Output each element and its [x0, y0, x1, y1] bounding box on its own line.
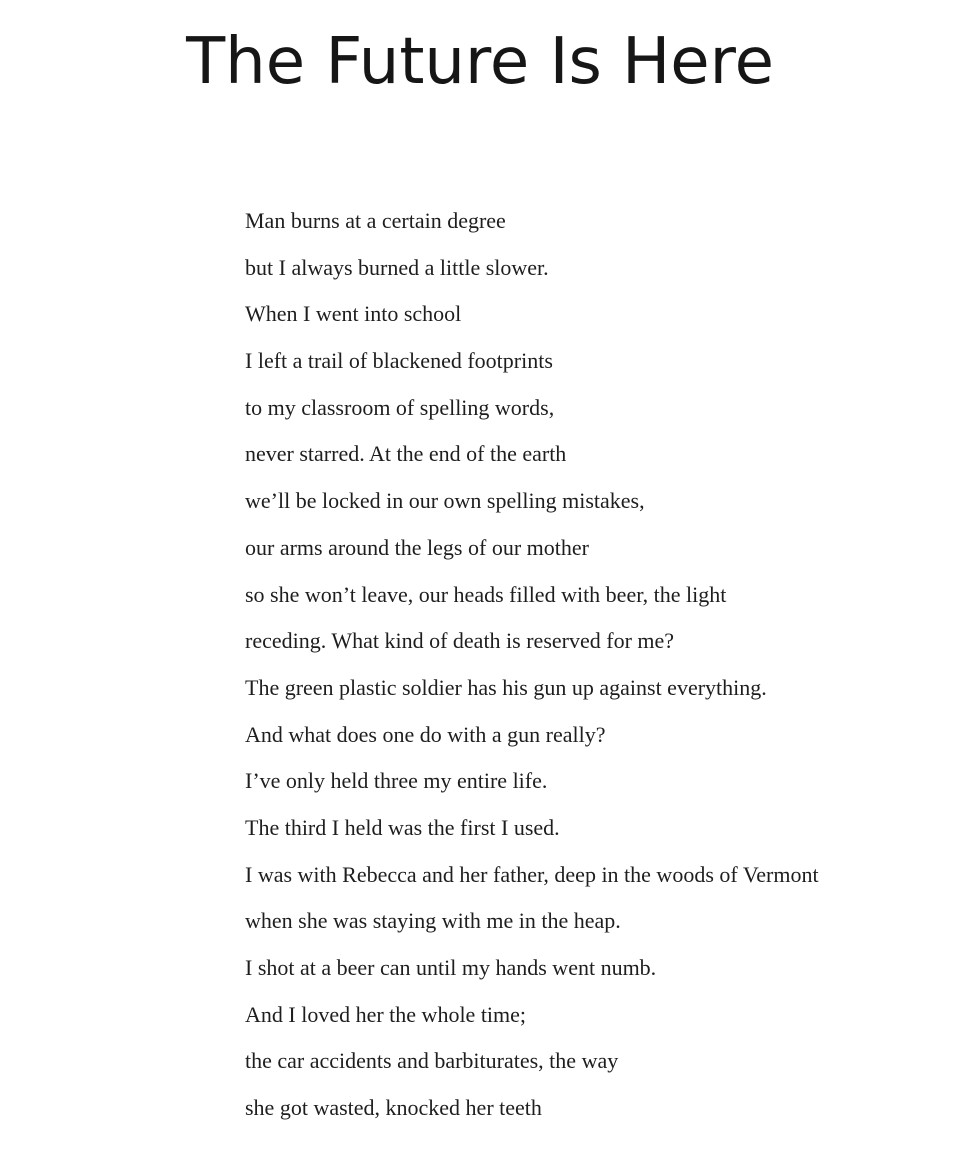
- poem-line: so she won’t leave, our heads filled with beer, the light: [245, 581, 727, 607]
- poem-line: The green plastic soldier has his gun up against everything.: [245, 674, 767, 700]
- poem-line: Man burns at a certain degree: [245, 208, 506, 233]
- poem-line: the car accidents and barbiturates, the way: [245, 1048, 619, 1074]
- poem-line: she got wasted, knocked her teeth: [245, 1095, 542, 1121]
- poem-line: but I always burned a little slower.: [245, 254, 549, 280]
- poem-line: I shot at a beer can until my hands went numb.: [245, 955, 657, 980]
- poem-line: to my classroom of spelling words,: [245, 394, 555, 420]
- poem-line: I’ve only held three my entire life.: [245, 768, 548, 794]
- poem-line: When I went into school: [245, 301, 462, 327]
- poem-title: The Future Is Here: [186, 25, 774, 99]
- poem-line: when she was staying with me in the heap.: [245, 908, 621, 934]
- poem-body: [245, 198, 819, 1132]
- poem-line: I was with Rebecca and her father, deep in the woods of Vermont: [245, 861, 819, 887]
- poem-line: I left a trail of blackened footprints: [245, 348, 553, 374]
- poem-line: And I loved her the whole time;: [245, 1001, 527, 1027]
- poem-line: receding. What kind of death is reserved for me?: [245, 628, 675, 654]
- poem-line: our arms around the legs of our mother: [245, 534, 589, 560]
- poem-line: The third I held was the first I used.: [245, 814, 560, 840]
- poem-line: never starred. At the end of the earth: [245, 441, 567, 467]
- poem-line: we’ll be locked in our own spelling mistakes,: [245, 488, 645, 514]
- poem-line: And what does one do with a gun really?: [245, 721, 606, 747]
